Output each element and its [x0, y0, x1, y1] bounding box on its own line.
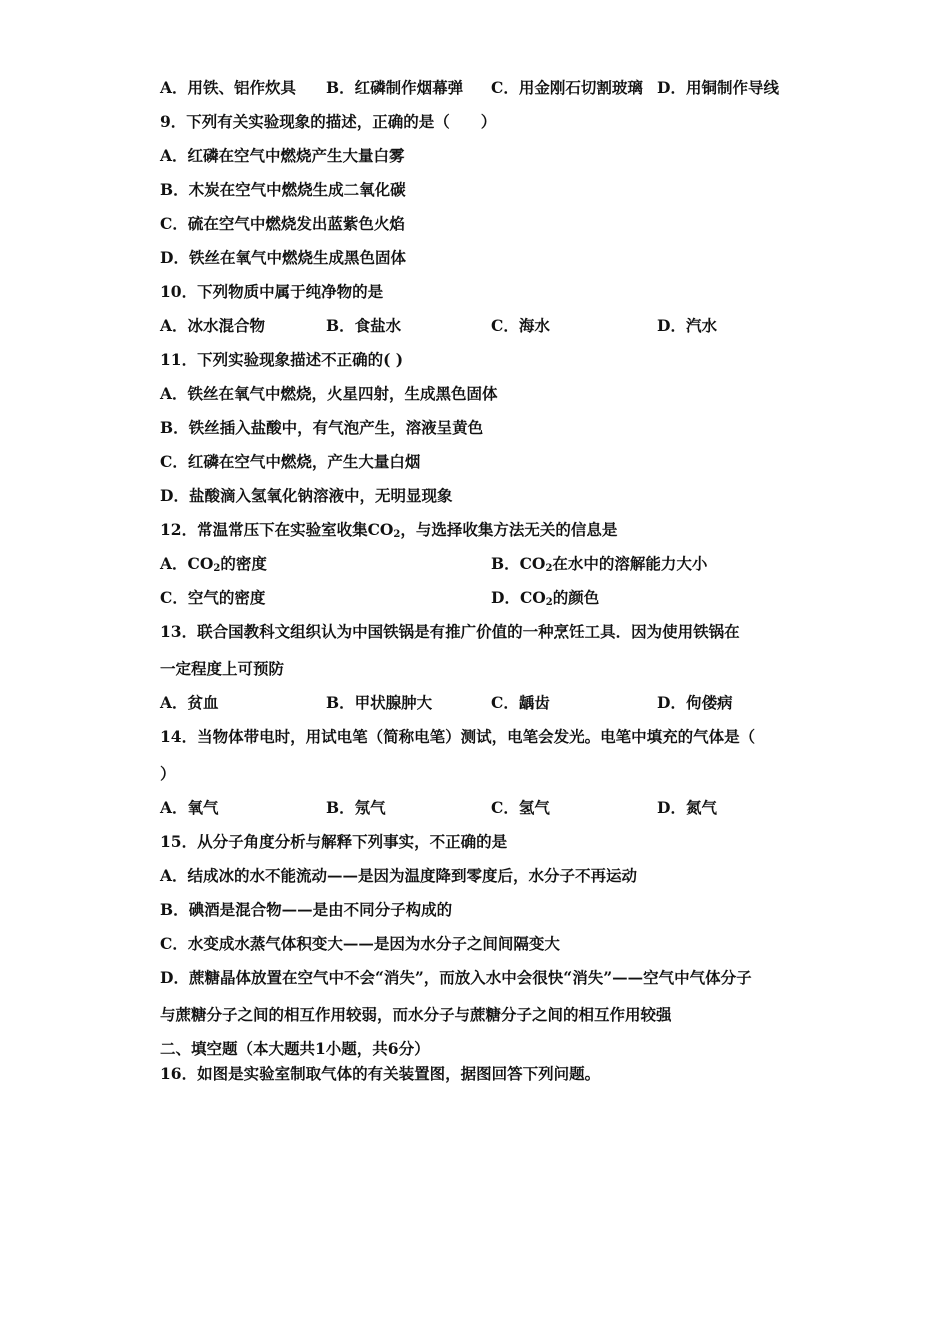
q10-option-d: D．汽水: [657, 316, 717, 335]
q13-option-b: B．甲状腺肿大: [326, 693, 433, 712]
q13-stem-line2: 一定程度上可预防: [160, 659, 285, 678]
q15-option-a: A．结成冰的水不能流动——是因为温度降到零度后，水分子不再运动: [160, 866, 638, 885]
section-heading: 二、填空题（本大题共1小题，共6分）: [160, 1039, 430, 1058]
q12-option-d: D．$CO_2$的颜色: [491, 588, 600, 608]
q11-stem: 11．下列实验现象描述不正确的( ): [160, 350, 404, 369]
q15-option-d-line1: D．蔗糖晶体放置在空气中不会“消失”，而放入水中会很快“消失”——空气中气体分子: [160, 968, 752, 987]
q11-option-d: D．盐酸滴入氢氧化钠溶液中，无明显现象: [160, 486, 453, 505]
q8-option-d: D．用铜制作导线: [657, 78, 779, 97]
q11-option-b: B．铁丝插入盐酸中，有气泡产生，溶液呈黄色: [160, 418, 484, 437]
q9-option-b: B．木炭在空气中燃烧生成二氧化碳: [160, 180, 406, 199]
q15-option-b: B．碘酒是混合物——是由不同分子构成的: [160, 900, 453, 919]
q12-option-c: C．空气的密度: [160, 588, 266, 607]
q12-option-a: A．$CO_2$的密度: [160, 554, 267, 574]
q10-stem: 10．下列物质中属于纯净物的是: [160, 282, 384, 301]
q13-stem-line1: 13．联合国教科文组织认为中国铁锅是有推广价值的一种烹饪工具．因为使用铁锅在: [160, 622, 740, 641]
q14-option-d: D．氮气: [657, 798, 717, 817]
q13-option-d: D．佝偻病: [657, 693, 733, 712]
q10-option-b: B．食盐水: [326, 316, 402, 335]
q11-option-c: C．红磷在空气中燃烧，产生大量白烟: [160, 452, 421, 471]
q15-option-d-line2: 与蔗糖分子之间的相互作用较弱，而水分子与蔗糖分子之间的相互作用较强: [160, 1005, 672, 1024]
q15-option-c: C．水变成水蒸气体积变大——是因为水分子之间间隔变大: [160, 934, 560, 953]
q14-option-c: C．氢气: [491, 798, 550, 817]
q13-option-c: C．龋齿: [491, 693, 550, 712]
q9-option-d: D．铁丝在氧气中燃烧生成黑色固体: [160, 248, 406, 267]
q12-option-b: B．$CO_2$在水中的溶解能力大小: [491, 554, 708, 574]
q15-stem: 15．从分子角度分析与解释下列事实，不正确的是: [160, 832, 508, 851]
q14-stem-line1: 14．当物体带电时，用试电笔（简称电笔）测试，电笔会发光。电笔中填充的气体是（: [160, 727, 756, 746]
q12-stem: 12．常温常压下在实验室收集$CO_2$，与选择收集方法无关的信息是: [160, 520, 618, 540]
q10-option-c: C．海水: [491, 316, 550, 335]
q11-option-a: A．铁丝在氧气中燃烧，火星四射，生成黑色固体: [160, 384, 498, 403]
q9-option-a: A．红磷在空气中燃烧产生大量白雾: [160, 146, 405, 165]
q8-option-b: B．红磷制作烟幕弹: [326, 78, 464, 97]
q13-option-a: A．贫血: [160, 693, 219, 712]
q14-option-a: A．氧气: [160, 798, 219, 817]
q8-option-c: C．用金刚石切割玻璃: [491, 78, 643, 97]
q14-stem-line2: ）: [160, 764, 176, 783]
q14-option-b: B．氖气: [326, 798, 386, 817]
q9-stem: 9．下列有关实验现象的描述，正确的是（ ）: [160, 112, 497, 131]
q8-option-a: A．用铁、铝作炊具: [160, 78, 297, 97]
q16-stem: 16．如图是实验室制取气体的有关装置图，据图回答下列问题。: [160, 1064, 601, 1083]
q10-option-a: A．冰水混合物: [160, 316, 266, 335]
q9-option-c: C．硫在空气中燃烧发出蓝紫色火焰: [160, 214, 405, 233]
